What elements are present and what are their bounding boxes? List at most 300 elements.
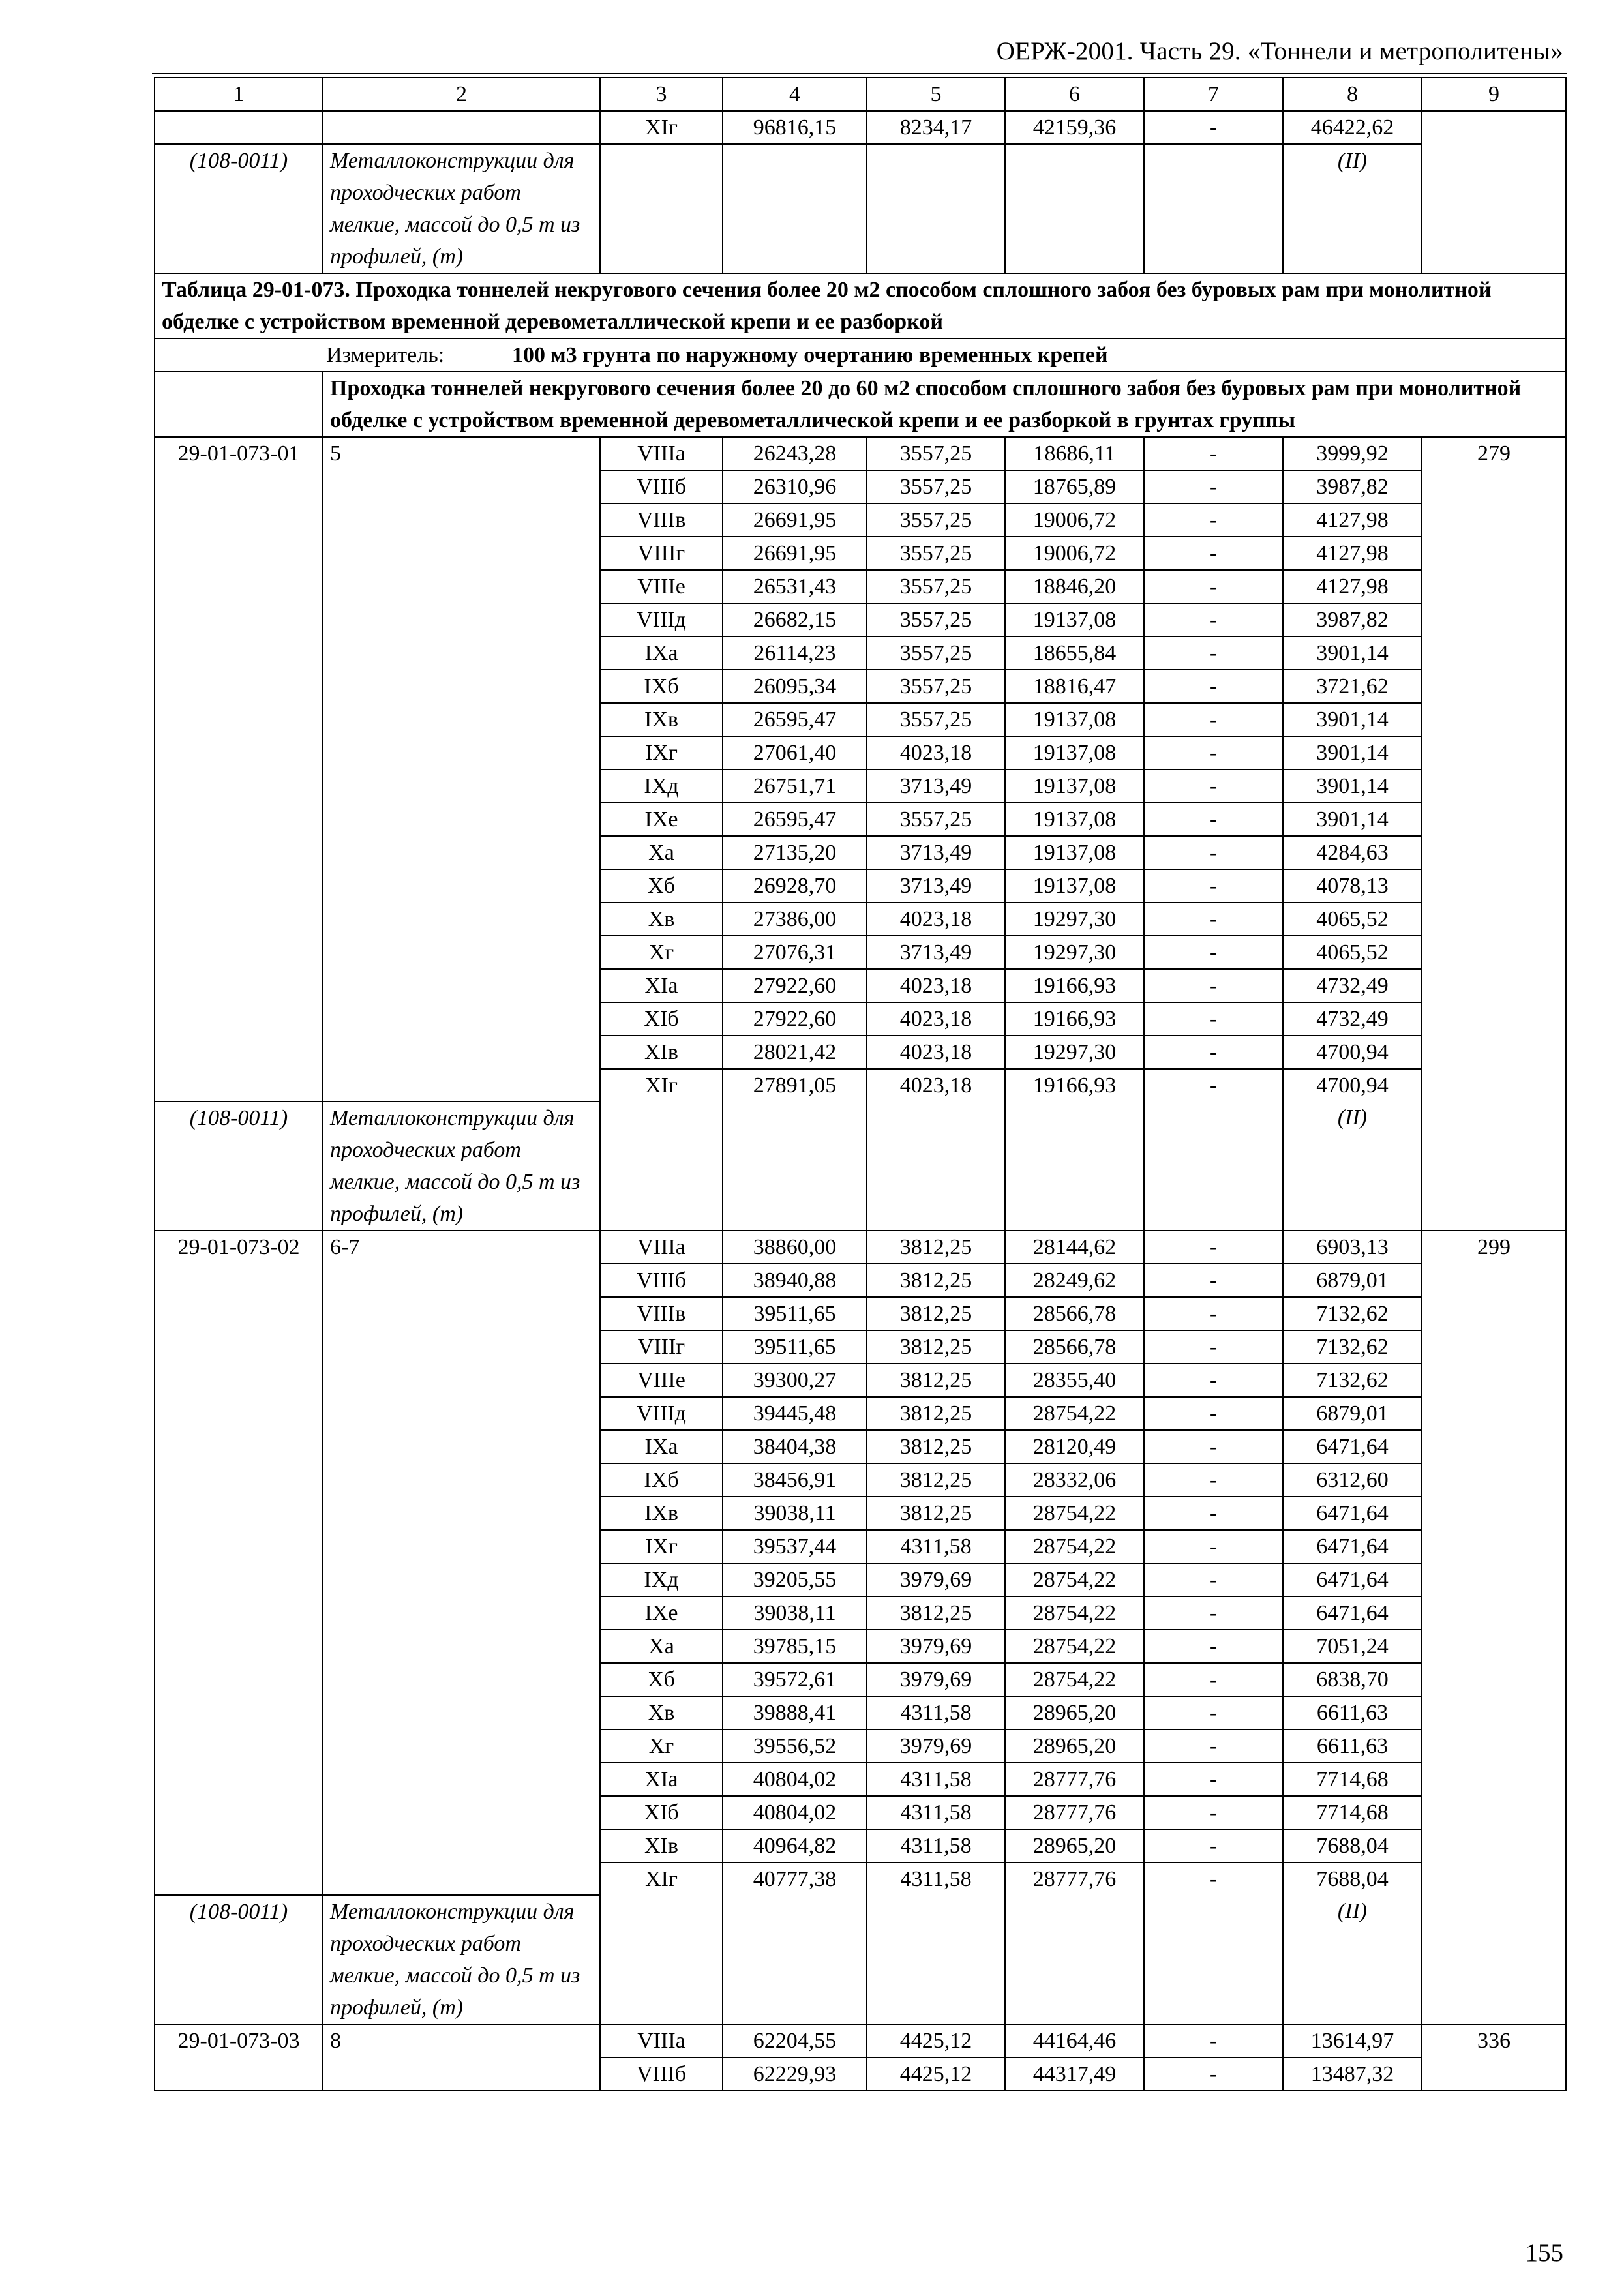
measure-value: 100 м3 грунта по наружному очертанию временных крепей (512, 343, 1108, 367)
value-cell: 4284,63 (1283, 836, 1422, 869)
value-cell: - (1144, 670, 1283, 703)
column-number: 1 (155, 78, 323, 111)
value-cell: 28144,62 (1005, 1231, 1144, 1264)
value-cell: 19137,08 (1005, 770, 1144, 803)
value-cell: 13487,32 (1283, 2057, 1422, 2091)
value-cell: 39556,52 (723, 1729, 867, 1763)
value-cell: 38860,00 (723, 1231, 867, 1264)
value-cell: 62204,55 (723, 2024, 867, 2057)
value-cell: 4023,18 (867, 1036, 1005, 1069)
soil-subgroup: IXг (600, 736, 723, 770)
empty-cell (723, 144, 867, 273)
value-cell: 28249,62 (1005, 1264, 1144, 1297)
value-cell: - (1144, 570, 1283, 603)
value-cell: 7714,68 (1283, 1763, 1422, 1796)
value-cell: 6611,63 (1283, 1729, 1422, 1763)
value-cell: - (1144, 1231, 1283, 1264)
value-cell: 19297,30 (1005, 936, 1144, 969)
value-cell: 18686,11 (1005, 437, 1144, 470)
empty-cell (1005, 1895, 1144, 2024)
value-cell: 3812,25 (867, 1264, 1005, 1297)
empty-cell (723, 1101, 867, 1231)
value-cell: 3901,14 (1283, 636, 1422, 670)
soil-group: 5 (323, 437, 600, 1101)
value-cell: 19137,08 (1005, 803, 1144, 836)
soil-subgroup: IXе (600, 803, 723, 836)
value-cell: 3812,25 (867, 1430, 1005, 1463)
value-cell: 3901,14 (1283, 703, 1422, 736)
value-cell: 27891,05 (723, 1069, 867, 1101)
value-cell: - (1144, 1696, 1283, 1729)
value-cell: 27135,20 (723, 836, 867, 869)
value-cell: 7714,68 (1283, 1796, 1422, 1829)
value-cell: 3557,25 (867, 670, 1005, 703)
resource-name: Металлоконструкции для проходческих работ мелкие, массой до 0,5 т из профилей, (т) (323, 1895, 600, 2024)
value-cell: - (1144, 770, 1283, 803)
value-cell: 3713,49 (867, 770, 1005, 803)
value-cell: 13614,97 (1283, 2024, 1422, 2057)
value-cell: 28777,76 (1005, 1863, 1144, 1895)
value-cell: - (1144, 1069, 1283, 1101)
value-cell: 27386,00 (723, 903, 867, 936)
value-cell: 7132,62 (1283, 1364, 1422, 1397)
soil-subgroup: VIIIа (600, 437, 723, 470)
soil-subgroup: VIIIа (600, 2024, 723, 2057)
value-cell: 26114,23 (723, 636, 867, 670)
value-cell: 28355,40 (1005, 1364, 1144, 1397)
value-cell: 6471,64 (1283, 1563, 1422, 1596)
value-cell: 28566,78 (1005, 1297, 1144, 1330)
value-cell: 3812,25 (867, 1497, 1005, 1530)
value-cell: 3557,25 (867, 437, 1005, 470)
value-cell: - (1144, 1663, 1283, 1696)
value-cell: 4311,58 (867, 1829, 1005, 1863)
value-cell: 39537,44 (723, 1530, 867, 1563)
value-cell: 3987,82 (1283, 603, 1422, 636)
value-cell: 28777,76 (1005, 1796, 1144, 1829)
value-cell: 3721,62 (1283, 670, 1422, 703)
value-cell: 39205,55 (723, 1563, 867, 1596)
value-cell: 4127,98 (1283, 570, 1422, 603)
page-number: 155 (1525, 2239, 1563, 2267)
value-cell: 19137,08 (1005, 836, 1144, 869)
soil-subgroup: XIб (600, 1796, 723, 1829)
value-cell: 4023,18 (867, 1069, 1005, 1101)
value-cell: 28754,22 (1005, 1596, 1144, 1630)
norm-cell (1422, 111, 1566, 273)
value-cell: 40804,02 (723, 1796, 867, 1829)
value-cell: 4023,18 (867, 969, 1005, 1002)
value-cell: - (1144, 836, 1283, 869)
value-cell: 19137,08 (1005, 603, 1144, 636)
value-cell: 39300,27 (723, 1364, 867, 1397)
value-cell: 18655,84 (1005, 636, 1144, 670)
norm-col9: 279 (1422, 437, 1566, 1231)
resource-row (155, 144, 1566, 273)
soil-subgroup: Xг (600, 1729, 723, 1763)
value-cell: XIг (600, 111, 723, 144)
value-cell: 4023,18 (867, 736, 1005, 770)
value-cell: 3979,69 (867, 1663, 1005, 1696)
value-cell: 3557,25 (867, 803, 1005, 836)
soil-subgroup: VIIIа (600, 1231, 723, 1264)
soil-subgroup: Xв (600, 903, 723, 936)
value-cell: 39888,41 (723, 1696, 867, 1729)
column-number: 7 (1144, 78, 1283, 111)
value-cell: 39038,11 (723, 1596, 867, 1630)
value-cell: 6471,64 (1283, 1430, 1422, 1463)
soil-subgroup: VIIIг (600, 1330, 723, 1364)
empty-cell (600, 1895, 723, 2024)
value-cell: 4700,94 (1283, 1069, 1422, 1101)
norm-code: 29-01-073-03 (155, 2024, 323, 2091)
value-cell: - (1144, 1430, 1283, 1463)
soil-subgroup: VIIIг (600, 537, 723, 570)
value-cell: 38404,38 (723, 1430, 867, 1463)
value-cell: 3812,25 (867, 1463, 1005, 1497)
value-cell: - (1144, 869, 1283, 903)
value-cell: 96816,15 (723, 111, 867, 144)
subtitle-row (155, 372, 1566, 437)
table-title: Таблица 29-01-073. Проходка тоннелей некругового сечения более 20 м2 способом сплошного забоя без буровых рам при монолитной обделке с устройством временной деревометаллической крепи и ее разборкой (155, 273, 1566, 338)
value-cell: 39445,48 (723, 1397, 867, 1430)
column-number-row (155, 78, 1566, 111)
value-cell: 4078,13 (1283, 869, 1422, 903)
value-cell: 42159,36 (1005, 111, 1144, 144)
value-cell: 7688,04 (1283, 1829, 1422, 1863)
value-cell: 40964,82 (723, 1829, 867, 1863)
value-cell: 26928,70 (723, 869, 867, 903)
value-cell: 3557,25 (867, 636, 1005, 670)
value-cell: 26595,47 (723, 803, 867, 836)
value-cell: 28754,22 (1005, 1397, 1144, 1430)
value-cell: 4311,58 (867, 1796, 1005, 1829)
column-number: 3 (600, 78, 723, 111)
resource-code: (108-0011) (155, 1101, 323, 1231)
value-cell: 4311,58 (867, 1530, 1005, 1563)
value-cell: 39038,11 (723, 1497, 867, 1530)
continuation-row (155, 111, 1566, 144)
soil-subgroup: Xа (600, 836, 723, 869)
value-cell: 4311,58 (867, 1863, 1005, 1895)
soil-subgroup: VIIIе (600, 1364, 723, 1397)
value-cell: 3557,25 (867, 570, 1005, 603)
soil-subgroup: Xа (600, 1630, 723, 1663)
value-cell: 39511,65 (723, 1330, 867, 1364)
soil-subgroup: XIб (600, 1002, 723, 1036)
value-cell: 3812,25 (867, 1297, 1005, 1330)
value-cell: 4023,18 (867, 903, 1005, 936)
value-cell: 40804,02 (723, 1763, 867, 1796)
value-cell: 6879,01 (1283, 1264, 1422, 1297)
value-cell: 4065,52 (1283, 903, 1422, 936)
column-number: 5 (867, 78, 1005, 111)
table-row (155, 1231, 1566, 1264)
soil-group: 6-7 (323, 1231, 600, 1895)
value-cell: 7132,62 (1283, 1297, 1422, 1330)
value-cell: 18846,20 (1005, 570, 1144, 603)
value-cell: 7688,04 (1283, 1863, 1422, 1895)
value-cell: - (1144, 111, 1283, 144)
value-cell: 28965,20 (1005, 1696, 1144, 1729)
empty-cell (1005, 144, 1144, 273)
value-cell: 8234,17 (867, 111, 1005, 144)
value-cell: 3557,25 (867, 503, 1005, 537)
soil-subgroup: VIIIд (600, 603, 723, 636)
value-cell: 19006,72 (1005, 537, 1144, 570)
value-cell: 3812,25 (867, 1330, 1005, 1364)
value-cell: 44164,46 (1005, 2024, 1144, 2057)
value-cell: 3999,92 (1283, 437, 1422, 470)
value-cell: - (1144, 936, 1283, 969)
resource-name: Металлоконструкции для проходческих работ мелкие, массой до 0,5 т из профилей, (т) (323, 1101, 600, 1231)
value-cell: 27922,60 (723, 1002, 867, 1036)
value-cell: 3812,25 (867, 1397, 1005, 1430)
value-cell: 19166,93 (1005, 1002, 1144, 1036)
value-cell: - (1144, 1330, 1283, 1364)
value-cell: 19166,93 (1005, 969, 1144, 1002)
value-cell: 19006,72 (1005, 503, 1144, 537)
value-cell: 3557,25 (867, 537, 1005, 570)
value-cell: 26691,95 (723, 537, 867, 570)
resource-quantity: (II) (1283, 144, 1422, 273)
soil-subgroup: XIа (600, 1763, 723, 1796)
value-cell: 4311,58 (867, 1696, 1005, 1729)
value-cell: 4425,12 (867, 2057, 1005, 2091)
value-cell: - (1144, 903, 1283, 936)
soil-subgroup: IXв (600, 1497, 723, 1530)
value-cell: - (1144, 537, 1283, 570)
norm-col9: 336 (1422, 2024, 1566, 2091)
value-cell: 19137,08 (1005, 869, 1144, 903)
header-rule (152, 73, 1567, 74)
value-cell: 3713,49 (867, 936, 1005, 969)
measure-cell (155, 338, 1566, 372)
value-cell: 28021,42 (723, 1036, 867, 1069)
value-cell: 7051,24 (1283, 1630, 1422, 1663)
norm-code: 29-01-073-02 (155, 1231, 323, 1895)
soil-subgroup: XIв (600, 1036, 723, 1069)
value-cell: 6471,64 (1283, 1530, 1422, 1563)
value-cell: 26095,34 (723, 670, 867, 703)
soil-subgroup: XIа (600, 969, 723, 1002)
value-cell: - (1144, 1297, 1283, 1330)
price-table (154, 77, 1567, 2091)
soil-subgroup: IXд (600, 1563, 723, 1596)
value-cell: 26531,43 (723, 570, 867, 603)
value-cell: - (1144, 503, 1283, 537)
resource-row (155, 1101, 1566, 1231)
value-cell: 28965,20 (1005, 1729, 1144, 1763)
value-cell: - (1144, 1036, 1283, 1069)
column-number: 9 (1422, 78, 1566, 111)
value-cell: - (1144, 1497, 1283, 1530)
value-cell: 26691,95 (723, 503, 867, 537)
value-cell: 6471,64 (1283, 1497, 1422, 1530)
value-cell: - (1144, 2024, 1283, 2057)
value-cell: - (1144, 1364, 1283, 1397)
value-cell: 4425,12 (867, 2024, 1005, 2057)
value-cell: 3812,25 (867, 1231, 1005, 1264)
empty-cell (600, 144, 723, 273)
value-cell: 18816,47 (1005, 670, 1144, 703)
value-cell: 4127,98 (1283, 503, 1422, 537)
value-cell: 3901,14 (1283, 803, 1422, 836)
value-cell: 3557,25 (867, 470, 1005, 503)
value-cell: - (1144, 969, 1283, 1002)
subtitle: Проходка тоннелей некругового сечения более 20 до 60 м2 способом сплошного забоя без буровых рам при монолитной обделке с устройством временной деревометаллической крепи и ее разборкой в грунтах группы (323, 372, 1566, 437)
value-cell: - (1144, 1630, 1283, 1663)
soil-subgroup: IXг (600, 1530, 723, 1563)
value-cell: 62229,93 (723, 2057, 867, 2091)
empty-cell (600, 1101, 723, 1231)
code-cell (155, 111, 323, 144)
value-cell: 40777,38 (723, 1863, 867, 1895)
column-number: 6 (1005, 78, 1144, 111)
value-cell: 26751,71 (723, 770, 867, 803)
soil-subgroup: IXб (600, 670, 723, 703)
value-cell: - (1144, 603, 1283, 636)
value-cell: 19297,30 (1005, 903, 1144, 936)
value-cell: 27922,60 (723, 969, 867, 1002)
value-cell: 6312,60 (1283, 1463, 1422, 1497)
value-cell: - (1144, 437, 1283, 470)
value-cell: 38940,88 (723, 1264, 867, 1297)
value-cell: 3901,14 (1283, 770, 1422, 803)
value-cell: 27076,31 (723, 936, 867, 969)
value-cell: 6471,64 (1283, 1596, 1422, 1630)
value-cell: 18765,89 (1005, 470, 1144, 503)
value-cell: 26243,28 (723, 437, 867, 470)
value-cell: 28332,06 (1005, 1463, 1144, 1497)
soil-subgroup: VIIIв (600, 1297, 723, 1330)
value-cell: 19166,93 (1005, 1069, 1144, 1101)
value-cell: 6611,63 (1283, 1696, 1422, 1729)
value-cell: 26310,96 (723, 470, 867, 503)
value-cell: 19297,30 (1005, 1036, 1144, 1069)
empty-cell (723, 1895, 867, 2024)
resource-code: (108-0011) (155, 144, 323, 273)
value-cell: - (1144, 1530, 1283, 1563)
value-cell: 28754,22 (1005, 1563, 1144, 1596)
soil-subgroup: XIг (600, 1069, 723, 1101)
value-cell: 27061,40 (723, 736, 867, 770)
empty-cell (1144, 1895, 1283, 2024)
value-cell: - (1144, 1796, 1283, 1829)
value-cell: 4700,94 (1283, 1036, 1422, 1069)
value-cell: 28120,49 (1005, 1430, 1144, 1463)
value-cell: 19137,08 (1005, 736, 1144, 770)
value-cell: 28777,76 (1005, 1763, 1144, 1796)
soil-subgroup: Xв (600, 1696, 723, 1729)
soil-subgroup: VIIIе (600, 570, 723, 603)
value-cell: 6838,70 (1283, 1663, 1422, 1696)
value-cell: 39572,61 (723, 1663, 867, 1696)
value-cell: 3557,25 (867, 703, 1005, 736)
soil-subgroup: VIIIб (600, 1264, 723, 1297)
soil-subgroup: IXв (600, 703, 723, 736)
value-cell: 3713,49 (867, 836, 1005, 869)
measure-label: Измеритель: (326, 343, 445, 367)
resource-quantity: (II) (1283, 1101, 1422, 1231)
value-cell: 4732,49 (1283, 969, 1422, 1002)
table-title-row (155, 273, 1566, 338)
value-cell: 3979,69 (867, 1630, 1005, 1663)
value-cell: 38456,91 (723, 1463, 867, 1497)
value-cell: 3979,69 (867, 1729, 1005, 1763)
soil-subgroup: VIIIв (600, 503, 723, 537)
value-cell: 3557,25 (867, 603, 1005, 636)
value-cell: 3812,25 (867, 1364, 1005, 1397)
value-cell: - (1144, 703, 1283, 736)
value-cell: - (1144, 1002, 1283, 1036)
soil-subgroup: VIIIд (600, 1397, 723, 1430)
soil-subgroup: IXд (600, 770, 723, 803)
value-cell: 28754,22 (1005, 1630, 1144, 1663)
value-cell: 28965,20 (1005, 1829, 1144, 1863)
soil-subgroup: Xб (600, 1663, 723, 1696)
value-cell: 28754,22 (1005, 1663, 1144, 1696)
value-cell: - (1144, 636, 1283, 670)
table-row (155, 2024, 1566, 2057)
value-cell: 4127,98 (1283, 537, 1422, 570)
value-cell: 3979,69 (867, 1563, 1005, 1596)
column-number: 8 (1283, 78, 1422, 111)
value-cell: - (1144, 1863, 1283, 1895)
norm-code: 29-01-073-01 (155, 437, 323, 1101)
value-cell: 3812,25 (867, 1596, 1005, 1630)
empty-cell (867, 144, 1005, 273)
value-cell: 3713,49 (867, 869, 1005, 903)
value-cell: 46422,62 (1283, 111, 1422, 144)
empty-cell (1144, 144, 1283, 273)
value-cell: - (1144, 470, 1283, 503)
soil-subgroup: Xг (600, 936, 723, 969)
table-row (155, 437, 1566, 470)
value-cell: 7132,62 (1283, 1330, 1422, 1364)
soil-subgroup: IXе (600, 1596, 723, 1630)
value-cell: - (1144, 803, 1283, 836)
value-cell: 4311,58 (867, 1763, 1005, 1796)
value-cell: - (1144, 1397, 1283, 1430)
value-cell: - (1144, 1563, 1283, 1596)
value-cell: - (1144, 2057, 1283, 2091)
soil-subgroup: Xб (600, 869, 723, 903)
soil-subgroup: IXа (600, 1430, 723, 1463)
value-cell: 26682,15 (723, 603, 867, 636)
value-cell: 4023,18 (867, 1002, 1005, 1036)
value-cell: 6879,01 (1283, 1397, 1422, 1430)
norm-col9: 299 (1422, 1231, 1566, 2024)
empty-cell (867, 1101, 1005, 1231)
value-cell: 6903,13 (1283, 1231, 1422, 1264)
resource-name: Металлоконструкции для проходческих работ мелкие, массой до 0,5 т из профилей, (т) (323, 144, 600, 273)
value-cell: 4732,49 (1283, 1002, 1422, 1036)
value-cell: 28566,78 (1005, 1330, 1144, 1364)
soil-group: 8 (323, 2024, 600, 2091)
value-cell: 4065,52 (1283, 936, 1422, 969)
description-cell (323, 111, 600, 144)
value-cell: 39785,15 (723, 1630, 867, 1663)
value-cell: - (1144, 1763, 1283, 1796)
column-number: 4 (723, 78, 867, 111)
value-cell: 28754,22 (1005, 1497, 1144, 1530)
resource-code: (108-0011) (155, 1895, 323, 2024)
soil-subgroup: XIв (600, 1829, 723, 1863)
empty-cell (155, 372, 323, 437)
value-cell: 44317,49 (1005, 2057, 1144, 2091)
empty-cell (1005, 1101, 1144, 1231)
